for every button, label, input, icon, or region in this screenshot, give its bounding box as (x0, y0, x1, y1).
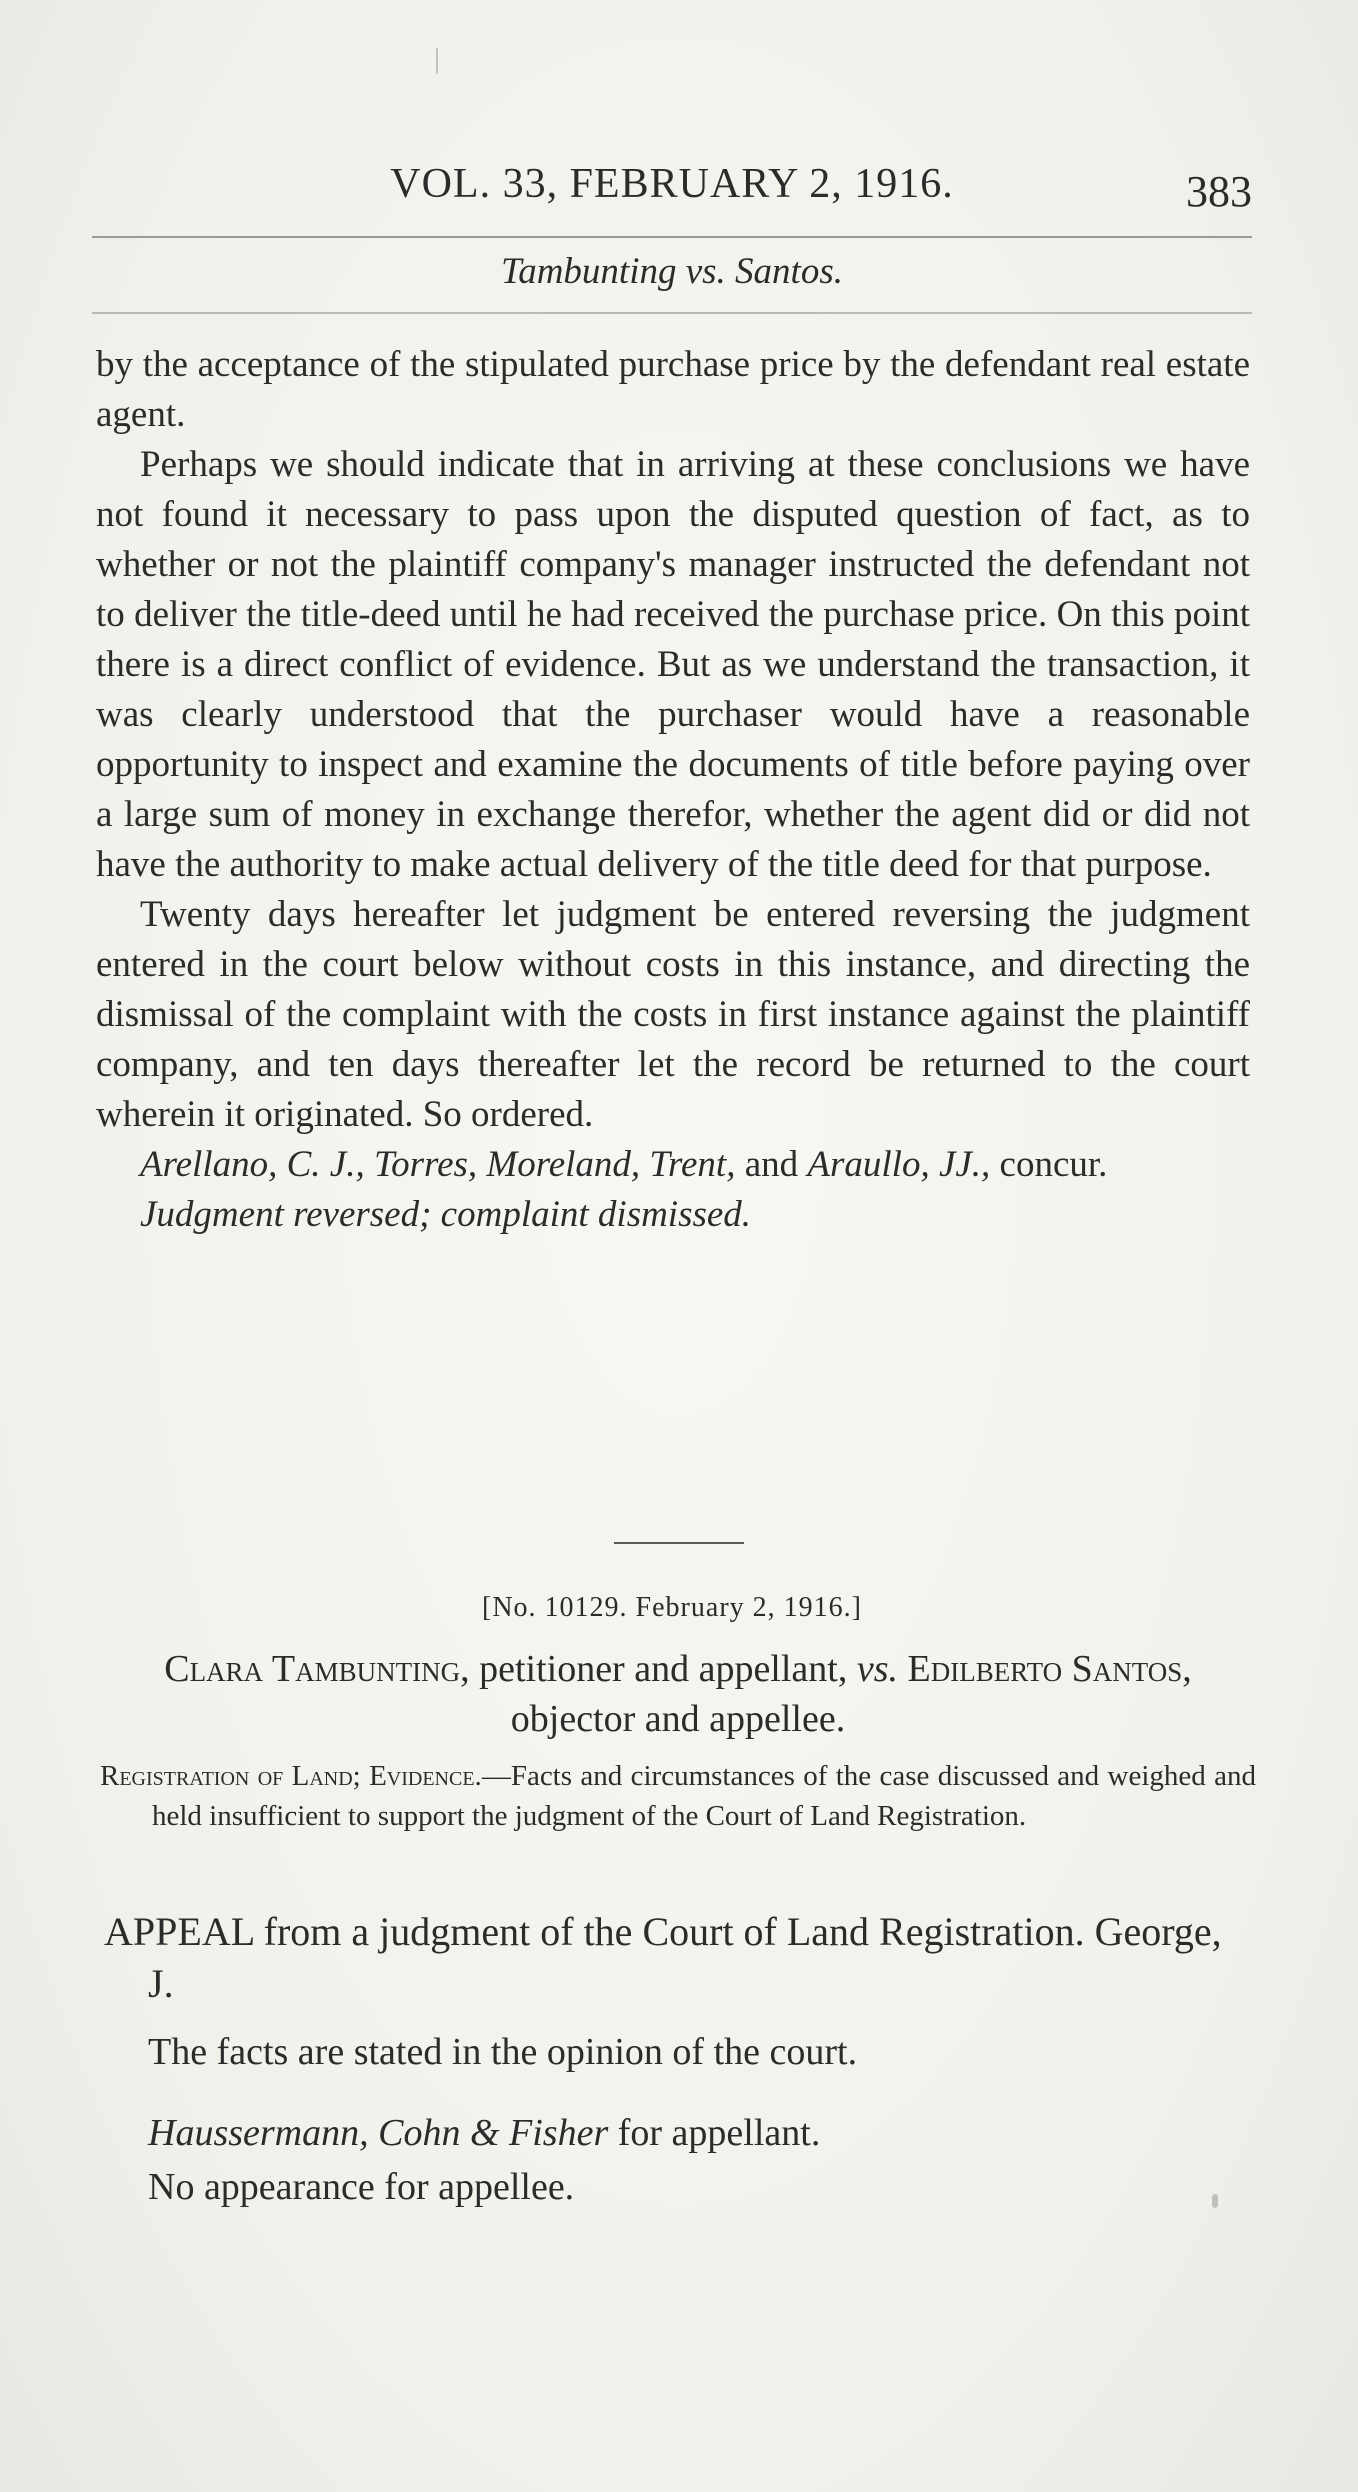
respondent-role: objector and appellee. (510, 1698, 846, 1740)
syllabus-entry (100, 1756, 1256, 1836)
concurrence-line (96, 1140, 1250, 1190)
paper-speck (436, 48, 438, 74)
counsel-block (148, 2106, 1248, 2214)
paper-speck (1212, 2194, 1218, 2208)
opinion-paragraph-2: Perhaps we should indicate that in arriving at these conclusions we have not found it necessary to pass upon the disputed question of fact, as to whether or not the plaintiff company's manager instructed the defendant not to deliver the title-deed until he had received the purchase price. On this point there is a direct conflict of evidence. But as we understand the transaction, it was clearly understood that the purchaser would have a reasonable opportunity to inspect and examine the documents of title before paying over a large sum of money in exchange therefor, whether the agent did or did not have the authority to make actual delivery of the title deed for that purpose. (96, 444, 1250, 885)
facts-statement: The facts are stated in the opinion of the court. (148, 2031, 858, 2073)
page-header (92, 160, 1252, 220)
running-head: Tambunting vs. Santos. (501, 251, 843, 292)
concurring-justices: Arellano, C. J., Torres, Moreland, Trent, (140, 1144, 736, 1185)
respondent-name: Edilberto Santos, (907, 1648, 1192, 1690)
volume-date-title: VOL. 33, FEBRUARY 2, 1916. (390, 161, 954, 207)
opinion-paragraph-3: Twenty days hereafter let judgment be entered reversing the judgment entered in the court below without costs in this instance, and directing the dismissal of the complaint with the costs in first instance against the plaintiff company, and ten days thereafter let the record be returned to the court wherein it originated. So ordered. (96, 894, 1250, 1135)
header-rule (92, 236, 1252, 238)
case-number: [No. 10129. February 2, 1916.] (482, 1592, 862, 1623)
concur-word: concur. (999, 1144, 1108, 1185)
appeal-text: APPEAL from a judgment of the Court of Land Registration. George, J. (104, 1909, 1222, 2006)
appeal-statement (104, 1906, 1254, 2010)
page-number: 383 (1186, 167, 1252, 216)
opinion-paragraph-1: by the acceptance of the stipulated purchase price by the defendant real estate agent. (96, 344, 1250, 435)
petitioner-name: Clara Tambunting, (164, 1648, 470, 1690)
petitioner-role: petitioner and appellant, (479, 1648, 848, 1690)
opinion-body (96, 340, 1250, 1240)
appellant-counsel-line (148, 2106, 1248, 2160)
versus: vs. (856, 1648, 899, 1690)
syllabus-text: —Facts and circumstances of the case discussed and weighed and held insufficient to support the judgment of the Court of Land Registration. (152, 1760, 1256, 1832)
appellant-counsel: Haussermann, Cohn & Fisher (148, 2112, 609, 2154)
concur-and: and (744, 1144, 799, 1185)
concurring-justice-last: Araullo, JJ., (807, 1144, 991, 1185)
case-separator-rule (614, 1542, 744, 1544)
running-head-rule (92, 312, 1252, 314)
syllabus (100, 1756, 1256, 1836)
case-parties (100, 1644, 1256, 1744)
judgment-result: Judgment reversed; complaint dismissed. (140, 1194, 752, 1235)
appellee-counsel-line: No appearance for appellee. (148, 2166, 575, 2208)
syllabus-heading: Registration of Land; Evidence. (100, 1760, 482, 1792)
appellant-counsel-suffix: for appellant. (617, 2112, 821, 2154)
